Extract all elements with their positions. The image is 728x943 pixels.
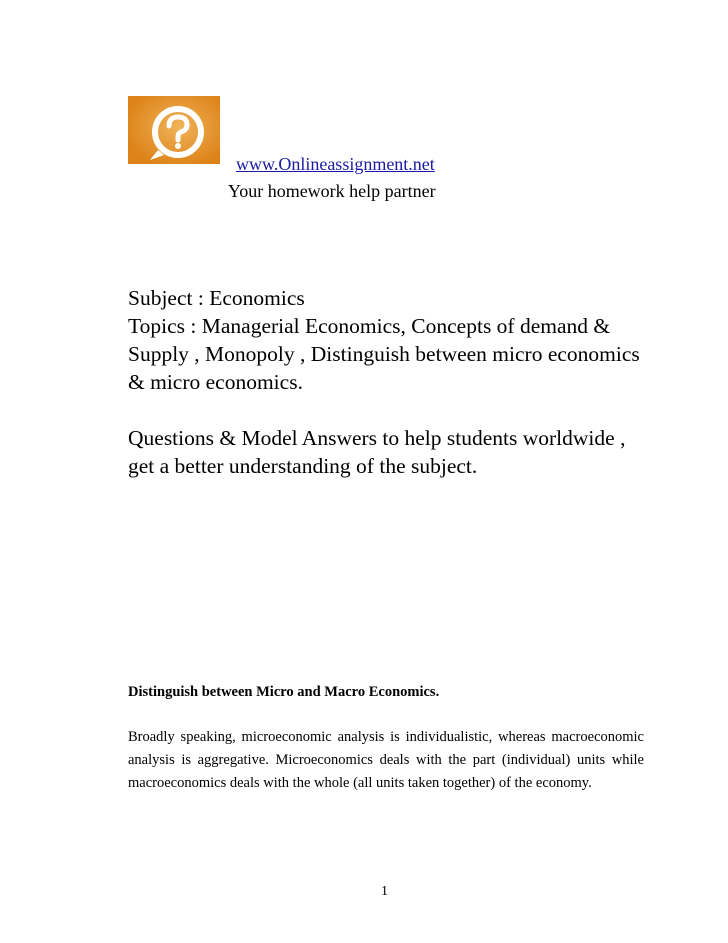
purpose-paragraph: Questions & Model Answers to help students worldwide , get a better understanding of the subject. (128, 426, 626, 478)
page-number: 1 (381, 884, 388, 899)
subject-line: Subject : Economics (128, 286, 305, 310)
topics-paragraph: Topics : Managerial Economics, Concepts of demand & Supply , Monopoly , Distinguish between micro economics & micro economics. (128, 314, 640, 394)
intro-block (128, 284, 648, 480)
answer-section (128, 681, 644, 795)
website-link[interactable]: www.Onlineassignment.net (236, 154, 435, 174)
tagline: Your homework help partner (228, 181, 436, 201)
section-body: Broadly speaking, microeconomic analysis is individualistic, whereas macroeconomic analysis is aggregative. Microeconomics deals with the part (individual) units while macroeconomics deals with the whole (all units taken together) of the economy. (128, 729, 644, 791)
section-heading: Distinguish between Micro and Macro Economics. (128, 684, 440, 700)
question-mark-logo-icon (128, 96, 220, 164)
